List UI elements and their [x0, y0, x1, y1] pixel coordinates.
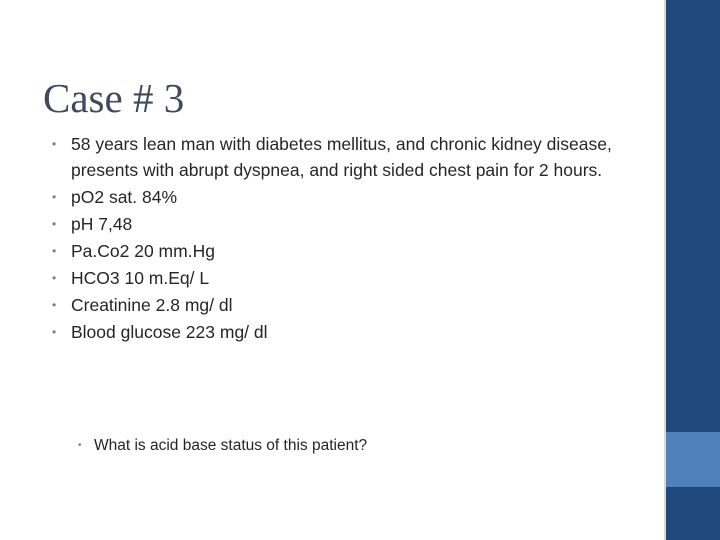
- bullet-icon: •: [78, 440, 82, 451]
- bullet-icon: •: [52, 190, 57, 204]
- slide-title: Case # 3: [43, 75, 185, 121]
- bullet-item: [51, 265, 636, 291]
- question-text: What is acid base status of this patient?: [94, 437, 368, 454]
- bullet-text: HCO3 10 m.Eq/ L: [71, 268, 210, 288]
- bullet-item: [51, 184, 636, 210]
- bullet-item: [51, 131, 636, 183]
- bullet-text: Pa.Co2 20 mm.Hg: [71, 241, 215, 261]
- bullet-text: Creatinine 2.8 mg/ dl: [71, 295, 233, 315]
- bullet-item: [51, 292, 636, 318]
- bullet-text: Blood glucose 223 mg/ dl: [71, 322, 268, 342]
- bullet-icon: •: [52, 271, 57, 285]
- bullet-text: pH 7,48: [71, 214, 133, 234]
- bullet-text: 58 years lean man with diabetes mellitus, and chronic kidney disease, presents with abrupt dyspnea, and right sided chest pain for 2 hours.: [71, 134, 612, 180]
- bullet-item: [51, 319, 636, 345]
- bullet-icon: •: [52, 217, 57, 231]
- bullet-item: [51, 211, 636, 237]
- bullet-text: pO2 sat. 84%: [71, 187, 178, 207]
- sub-bullet-list: [78, 435, 638, 457]
- bullet-icon: •: [52, 244, 57, 258]
- sub-bullet-item: [78, 435, 638, 457]
- bullet-item: [51, 238, 636, 264]
- bullet-icon: •: [52, 137, 57, 151]
- bullet-list: [51, 131, 636, 346]
- bullet-icon: •: [52, 325, 57, 339]
- side-accent-block: [666, 432, 720, 487]
- bullet-icon: •: [52, 298, 57, 312]
